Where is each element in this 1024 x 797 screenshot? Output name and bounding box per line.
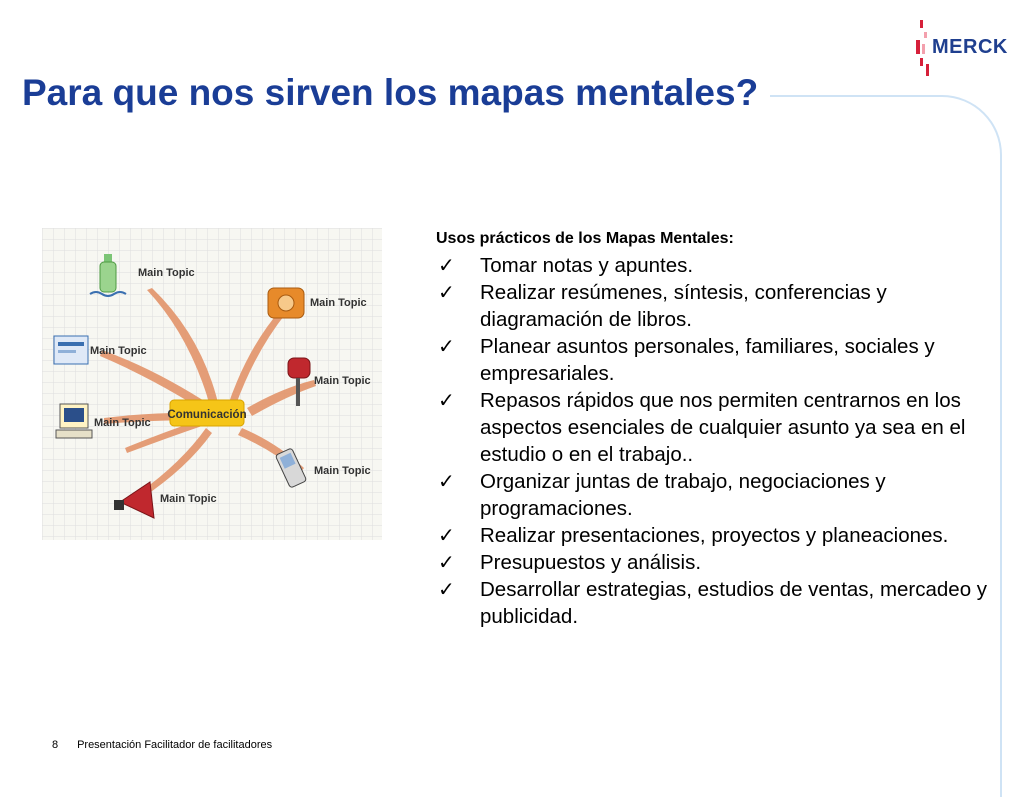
check-icon: ✓ [438, 334, 455, 358]
page-number: 8 [52, 739, 59, 751]
slide-title: Para que nos sirven los mapas mentales? [22, 72, 759, 113]
topic-label: Main Topic [90, 345, 147, 357]
list-item-text: Repasos rápidos que nos permiten centrarnos en los aspectos esenciales de cualquier asunto ya sea en el estudio o en el trabajo.. [480, 389, 966, 466]
check-icon: ✓ [438, 550, 455, 574]
uses-list [436, 252, 996, 630]
list-item-text: Realizar resúmenes, síntesis, conferencias y diagramación de libros. [480, 281, 887, 331]
list-item [436, 252, 996, 279]
footer-text: Presentación Facilitador de facilitadores [77, 739, 273, 751]
check-icon: ✓ [438, 577, 455, 601]
list-item-text: Realizar presentaciones, proyectos y planeaciones. [480, 524, 949, 547]
section-heading: Usos prácticos de los Mapas Mentales: [436, 230, 734, 247]
list-item-text: Tomar notas y apuntes. [480, 254, 694, 277]
list-item-text: Desarrollar estrategias, estudios de ventas, mercadeo y publicidad. [480, 578, 988, 628]
slide-footer [52, 739, 272, 751]
list-item [436, 522, 996, 549]
content-block [436, 230, 996, 630]
check-icon: ✓ [438, 280, 455, 304]
computer-icon [56, 404, 92, 438]
list-item [436, 279, 996, 333]
center-node-label: Comunicación [167, 409, 247, 421]
topic-label: Main Topic [94, 417, 151, 429]
list-item-text: Planear asuntos personales, familiares, sociales y empresariales. [480, 335, 935, 385]
list-item [436, 333, 996, 387]
list-item [436, 576, 996, 630]
merck-logo-text: MERCK [932, 36, 1008, 58]
check-icon: ✓ [438, 523, 455, 547]
topic-label: Main Topic [160, 493, 217, 505]
list-item [436, 387, 996, 468]
merck-logo [914, 18, 1014, 80]
topic-label: Main Topic [314, 465, 371, 477]
email-icon [54, 336, 88, 364]
list-item-text: Organizar juntas de trabajo, negociaciones y programaciones. [480, 470, 886, 520]
list-item-text: Presupuestos y análisis. [480, 551, 702, 574]
topic-label: Main Topic [310, 297, 367, 309]
list-item [436, 549, 996, 576]
topic-label: Main Topic [138, 267, 195, 279]
check-icon: ✓ [438, 469, 455, 493]
list-item [436, 468, 996, 522]
check-icon: ✓ [438, 388, 455, 412]
mind-map-image [42, 228, 382, 540]
check-icon: ✓ [438, 253, 455, 277]
phone-icon [268, 288, 304, 318]
topic-label: Main Topic [314, 375, 371, 387]
